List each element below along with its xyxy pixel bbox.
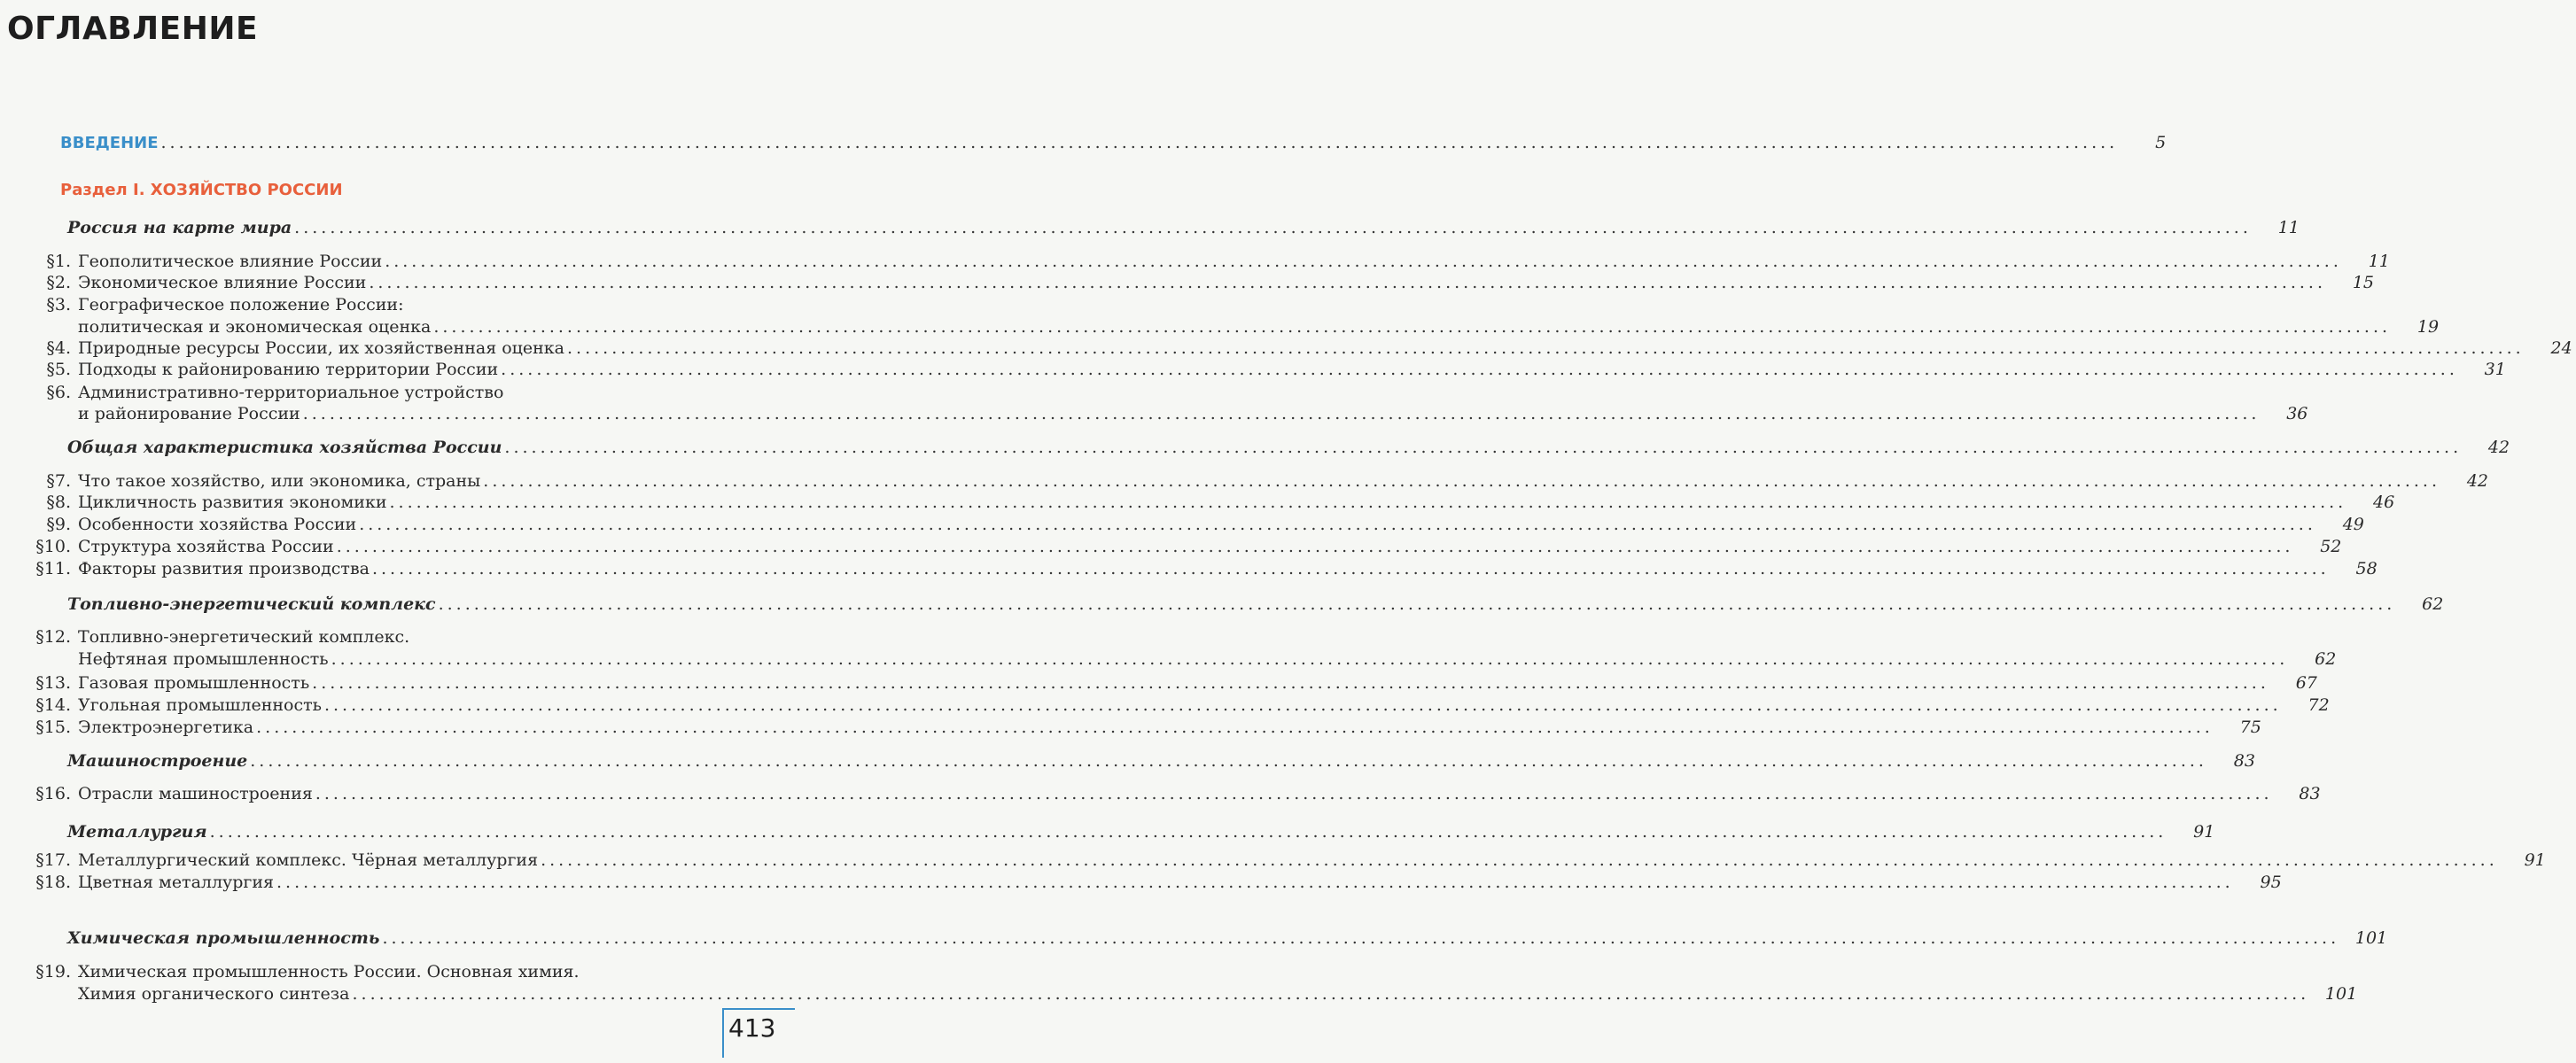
paragraph-number: §13.: [35, 673, 71, 693]
chapter-title: Топливно-энергетический комплекс: [67, 594, 436, 614]
entry-title: Особенности хозяйства России: [78, 515, 357, 534]
entry-title: Географическое положение России:: [78, 295, 404, 314]
entry-title: Административно-территориальное устройство: [78, 383, 504, 402]
leader-dots: ............................................................................................................................................................................................................................: [504, 438, 2463, 457]
leader-dots: ............................................................................................................................................................................................................................: [369, 273, 2327, 292]
leader-dots: ............................................................................................................................................................................................................................: [352, 984, 2310, 1004]
leader-dots: ............................................................................................................................................................................................................................: [294, 218, 2252, 237]
page-ref: 52: [2320, 537, 2342, 556]
page-title: ОГЛАВЛЕНИЕ: [7, 11, 259, 47]
entry-title: Угольная промышленность: [78, 695, 322, 715]
page-ref: 46: [2373, 493, 2395, 512]
page-ref: 67: [2295, 673, 2317, 693]
paragraph-number: §9.: [46, 515, 71, 534]
leader-dots: ............................................................................................................................................................................................................................: [312, 673, 2269, 693]
page-ref: 31: [2484, 360, 2506, 379]
page-ref: 5: [2155, 133, 2167, 152]
page-ref: 11: [2368, 252, 2390, 271]
paragraph-number: §5.: [46, 360, 71, 379]
leader-dots: ............................................................................................................................................................................................................................: [385, 252, 2342, 271]
paragraph-number: §6.: [46, 383, 71, 402]
leader-dots: ............................................................................................................................................................................................................................: [276, 873, 2234, 892]
entry-title: Что такое хозяйство, или экономика, страны: [78, 471, 481, 491]
leader-dots: ............................................................................................................................................................................................................................: [323, 695, 2282, 715]
entry-title: политическая и экономическая оценка: [78, 317, 432, 337]
leader-dots: ............................................................................................................................................................................................................................: [331, 649, 2289, 669]
leader-dots: ............................................................................................................................................................................................................................: [438, 594, 2396, 614]
leader-dots: ............................................................................................................................................................................................................................: [541, 850, 2498, 870]
leader-dots: ............................................................................................................................................................................................................................: [382, 928, 2340, 948]
page-ref: 83: [2299, 784, 2321, 803]
page-ref: 62: [2315, 649, 2337, 669]
entry-title: Цветная металлургия: [78, 873, 274, 892]
entry-title: Нефтяная промышленность: [78, 649, 329, 669]
page-ref: 72: [2308, 695, 2330, 715]
page-ref: 15: [2352, 273, 2375, 292]
paragraph-number: §16.: [35, 784, 71, 803]
entry-title: Топливно-энергетический комплекс.: [78, 627, 410, 647]
paragraph-number: §4.: [46, 338, 71, 358]
entry-title: Электроэнергетика: [78, 718, 254, 737]
page-ref: 91: [2193, 822, 2215, 842]
leader-dots: ............................................................................................................................................................................................................................: [501, 360, 2458, 379]
paragraph-number: §7.: [46, 471, 71, 491]
page-ref: 95: [2260, 873, 2282, 892]
page-ref: 49: [2342, 515, 2364, 534]
entry-title: и районирование России: [78, 404, 300, 423]
paragraph-number: §2.: [46, 273, 71, 292]
page-ref: 75: [2239, 718, 2261, 737]
paragraph-number: §15.: [35, 718, 71, 737]
part-title: Раздел I. ХОЗЯЙСТВО РОССИИ: [60, 181, 343, 199]
paragraph-number: §14.: [35, 695, 71, 715]
leader-dots: ............................................................................................................................................................................................................................: [160, 133, 2119, 152]
page-number: 413: [728, 1013, 776, 1043]
leader-dots: ............................................................................................................................................................................................................................: [256, 718, 2214, 737]
page-ref: 101: [2354, 928, 2388, 948]
entry-title: Химическая промышленность России. Основная химия.: [78, 962, 580, 982]
paragraph-number: §1.: [46, 252, 71, 271]
leader-dots: ............................................................................................................................................................................................................................: [209, 822, 2167, 842]
page-ref: 91: [2524, 850, 2546, 870]
page-ref: 42: [2466, 471, 2488, 491]
entry-title: Геополитическое влияние России: [78, 252, 383, 271]
leader-dots: ............................................................................................................................................................................................................................: [250, 751, 2207, 771]
leader-dots: ............................................................................................................................................................................................................................: [371, 559, 2330, 578]
chapter-title: Металлургия: [67, 822, 207, 842]
leader-dots: ............................................................................................................................................................................................................................: [359, 515, 2316, 534]
entry-title: Природные ресурсы России, их хозяйственная оценка: [78, 338, 564, 358]
leader-dots: ............................................................................................................................................................................................................................: [389, 493, 2347, 512]
paragraph-number: §3.: [46, 295, 71, 314]
paragraph-number: §19.: [35, 962, 71, 982]
page-ref: 58: [2355, 559, 2378, 578]
page-ref: 36: [2286, 404, 2308, 423]
entry-title: Структура хозяйства России: [78, 537, 334, 556]
leader-dots: ............................................................................................................................................................................................................................: [336, 537, 2294, 556]
page-ref: 42: [2487, 438, 2510, 457]
entry-title: Химия органического синтеза: [78, 984, 350, 1004]
paragraph-number: §11.: [35, 559, 71, 578]
chapter-title: Россия на карте мира: [67, 218, 292, 237]
page-ref: 62: [2422, 594, 2444, 614]
leader-dots: ............................................................................................................................................................................................................................: [433, 317, 2392, 337]
leader-dots: ............................................................................................................................................................................................................................: [567, 338, 2525, 358]
leader-dots: ............................................................................................................................................................................................................................: [315, 784, 2273, 803]
entry-title: Металлургический комплекс. Чёрная металлургия: [78, 850, 539, 870]
page-ref: 101: [2324, 984, 2358, 1004]
chapter-title: Машиностроение: [67, 751, 248, 771]
entry-title: Факторы развития производства: [78, 559, 370, 578]
paragraph-number: §8.: [46, 493, 71, 512]
chapter-title: Общая характеристика хозяйства России: [67, 438, 502, 457]
entry-title: Экономическое влияние России: [78, 273, 367, 292]
paragraph-number: §17.: [35, 850, 71, 870]
paragraph-number: §18.: [35, 873, 71, 892]
entry-title: Подходы к районированию территории России: [78, 360, 499, 379]
page-ref: 83: [2233, 751, 2255, 771]
page-ref: 19: [2416, 317, 2440, 337]
leader-dots: ............................................................................................................................................................................................................................: [302, 404, 2261, 423]
entry-title: Отрасли машиностроения: [78, 784, 313, 803]
intro-title: ВВЕДЕНИЕ: [60, 134, 159, 152]
page-ref: 11: [2277, 218, 2300, 237]
paragraph-number: §10.: [35, 537, 71, 556]
entry-title: Цикличность развития экономики: [78, 493, 387, 512]
leader-dots: ............................................................................................................................................................................................................................: [483, 471, 2440, 491]
page-ref: 24: [2550, 338, 2572, 358]
chapter-title: Химическая промышленность: [67, 928, 380, 948]
entry-title: Газовая промышленность: [78, 673, 310, 693]
paragraph-number: §12.: [35, 627, 71, 647]
